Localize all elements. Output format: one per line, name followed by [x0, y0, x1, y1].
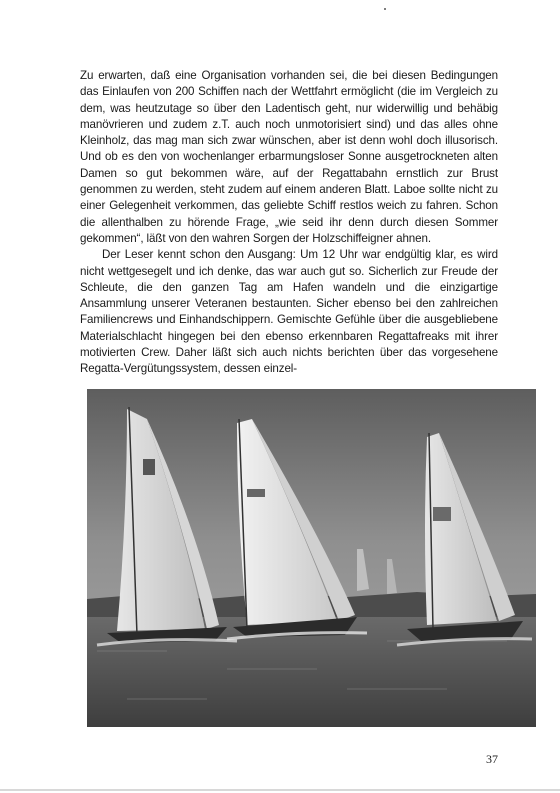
- sailboats-photo: [87, 389, 536, 727]
- page-number: 37: [486, 752, 498, 766]
- page-edge: [0, 789, 560, 791]
- print-speck: [384, 8, 386, 10]
- paragraph-1: Zu erwarten, daß eine Organisation vorhanden sei, die bei diesen Bedingungen das Einlaufen von 200 Schiffen nach der Wettfahrt ermöglicht (die im Vergleich zu dem, was heutzutage so über den Ladentisch geht, nur widerwillig und behäbig manövrieren und zudem z.T. auch noch unmotorisiert sind) und das alles ohne Kleinholz, das mag man sich zwar wünschen, aber ist denn wohl doch illusorisch. Und ob es den von wochenlanger erbarmungsloser Sonne ausgetrockneten alten Damen so gut bekommen wäre, auf der Regattabahn ernstlich zur Brust genommen zu werden, steht zudem auf einem anderen Blatt. Laboe sollte nicht zu einer Gelegenheit verkommen, das geliebte Schiff restlos weich zu fahren. Schon die allenthalben zu hörende Frage, „wie seid ihr denn durch diesen Sommer gekommen“, läßt von den wahren Sorgen der Holzschiffeigner ahnen.: [80, 69, 498, 245]
- body-text: [80, 68, 498, 378]
- sailboats-illustration: [87, 389, 536, 727]
- paragraph-2: Der Leser kennt schon den Ausgang: Um 12 Uhr war endgültig klar, es wird nicht wettgesegelt und ich denke, das war auch gut so. Sicherlich zur Freude der Schleute, die den ganzen Tag am Hafen wandeln und die einzigartige Ansammlung unserer Veteranen bestaunten. Sicher ebenso bei den zahlreichen Familiencrews und Einhandschippern. Gemischte Gefühle über die ausgebliebene Materialschlacht hingegen bei den ebenso erkennbaren Regattafreaks mit ihrer motivierten Crew. Daher läßt sich auch nichts berichten über das vorgesehene Regatta-Vergütungssystem, dessen einzel-: [80, 248, 498, 376]
